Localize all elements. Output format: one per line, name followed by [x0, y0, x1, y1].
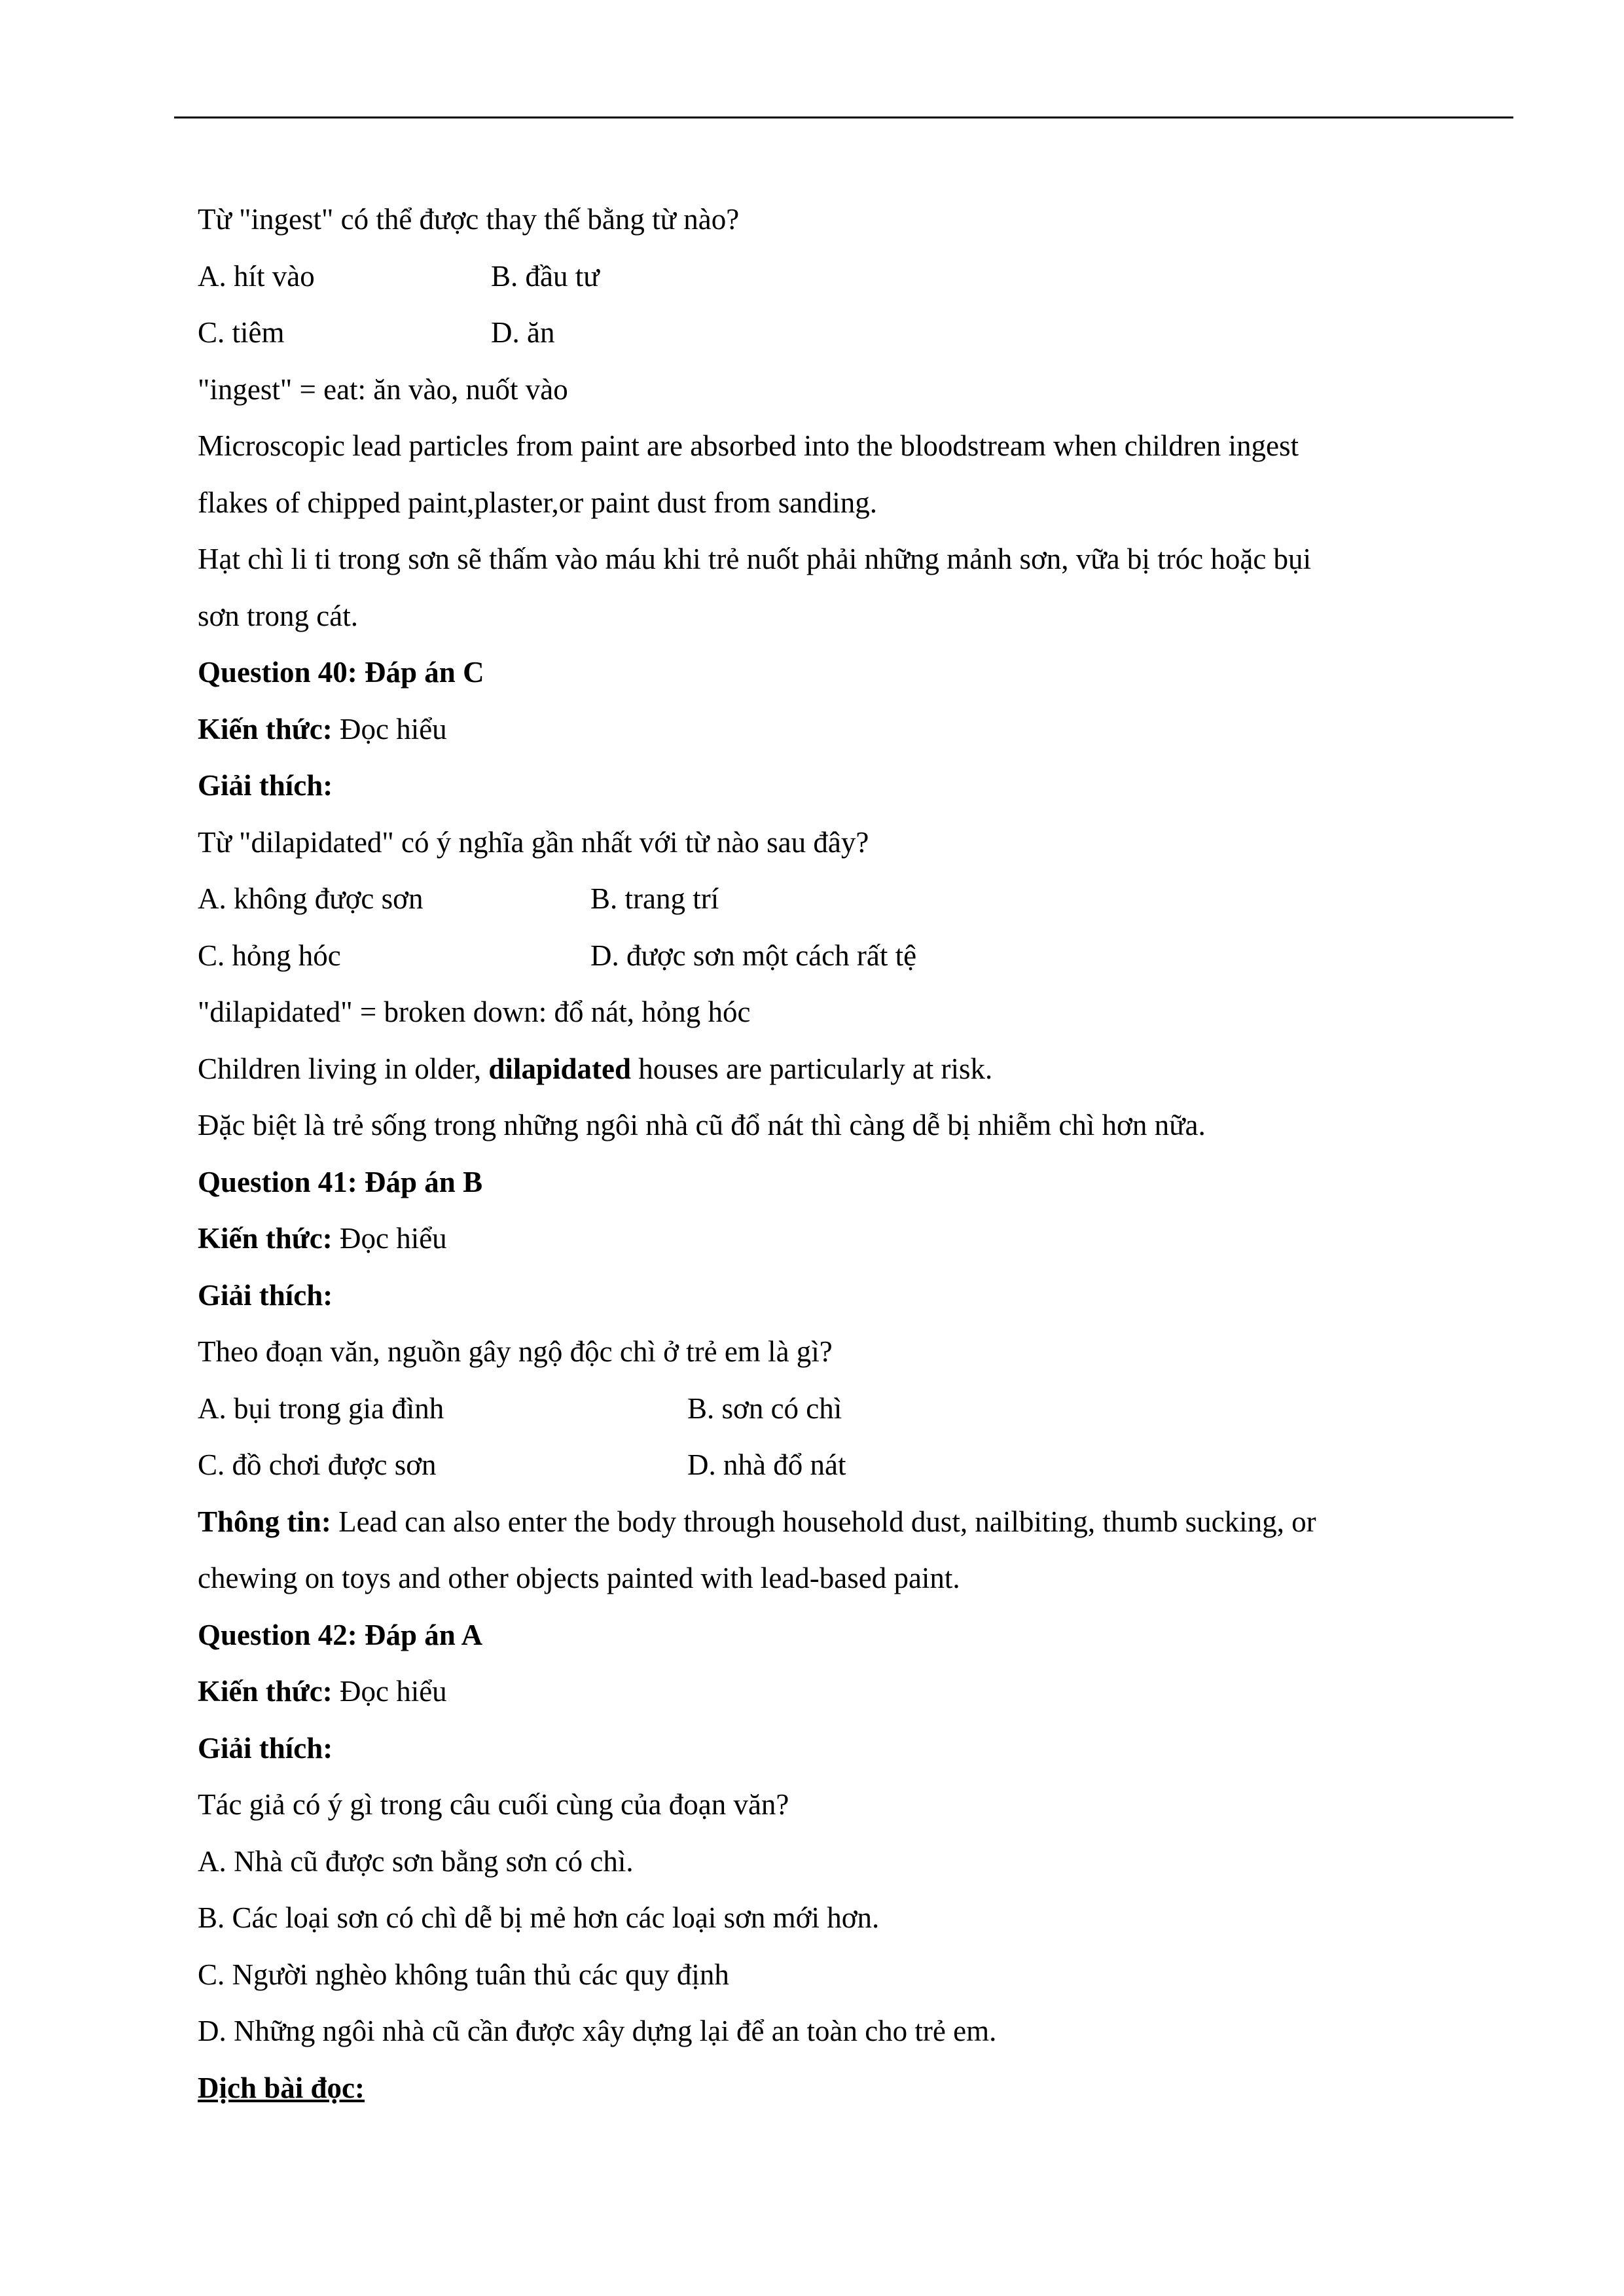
- q40-viet: Đặc biệt là trẻ sống trong những ngôi nhà cũ đổ nát thì càng dễ bị nhiễm chì hơn nữa.: [198, 1109, 1206, 1141]
- q40-heading: Question 40: Đáp án C: [198, 656, 484, 689]
- q39-options-row-2: [198, 304, 1481, 361]
- q41-question: Theo đoạn văn, nguồn gây ngộ độc chì ở trẻ em là gì?: [198, 1335, 833, 1368]
- q39-question: Từ "ingest" có thể được thay thế bằng từ nào?: [198, 203, 740, 236]
- q39-definition: "ingest" = eat: ăn vào, nuốt vào: [198, 372, 568, 406]
- header-rule: [174, 117, 1513, 118]
- q40-options-row-1: [198, 870, 1481, 927]
- q40-english-keyword: dilapidated: [488, 1052, 631, 1085]
- q41-option-a: A. bụi trong gia đình: [198, 1391, 444, 1425]
- q42-option-b: B. Các loại sơn có chì dễ bị mẻ hơn các loại sơn mới hơn.: [198, 1901, 880, 1934]
- q41-options-row-2: [198, 1437, 1481, 1494]
- q42-knowledge-value: Đọc hiểu: [332, 1675, 447, 1708]
- q41-options-row-1: [198, 1380, 1481, 1437]
- q42-heading: Question 42: Đáp án A: [198, 1618, 483, 1651]
- q40-english-post: houses are particularly at risk.: [630, 1052, 993, 1085]
- document-body: [198, 191, 1481, 2116]
- q40-english: [198, 1041, 1481, 1098]
- q41-option-b: B. sơn có chì: [687, 1391, 842, 1425]
- q40-question: Từ "dilapidated" có ý nghĩa gần nhất với từ nào sau đây?: [198, 825, 869, 859]
- q42-knowledge: [198, 1663, 1481, 1720]
- q41-knowledge-label: Kiến thức:: [198, 1222, 333, 1255]
- q42-option-a: A. Nhà cũ được sơn bằng sơn có chì.: [198, 1844, 634, 1878]
- q41-knowledge-value: Đọc hiểu: [332, 1222, 447, 1255]
- q40-option-c: C. hỏng hóc: [198, 939, 341, 972]
- q39-option-d: D. ăn: [491, 316, 555, 349]
- q41-option-d: D. nhà đổ nát: [687, 1448, 846, 1481]
- q41-info-text: Lead can also enter the body through household dust, nailbiting, thumb sucking, or: [331, 1505, 1316, 1538]
- q42-question: Tác giả có ý gì trong câu cuối cùng của đoạn văn?: [198, 1788, 789, 1821]
- q39-option-c: C. tiêm: [198, 316, 285, 349]
- q41-heading: Question 41: Đáp án B: [198, 1165, 483, 1198]
- q40-knowledge-value: Đọc hiểu: [332, 712, 447, 745]
- translation-heading: Dịch bài đọc:: [198, 2071, 365, 2104]
- q42-option-d: D. Những ngôi nhà cũ cần được xây dựng lại để an toàn cho trẻ em.: [198, 2015, 997, 2047]
- q42-explain-label: Giải thích:: [198, 1731, 333, 1765]
- q40-english-pre: Children living in older,: [198, 1052, 489, 1085]
- q41-option-c: C. đồ chơi được sơn: [198, 1448, 437, 1481]
- q40-options-row-2: [198, 927, 1481, 984]
- q41-explain-label: Giải thích:: [198, 1278, 333, 1312]
- q39-options-row-1: [198, 248, 1481, 305]
- q39-viet-line-2: sơn trong cát.: [198, 599, 358, 632]
- q39-viet-line-1: Hạt chì li ti trong sơn sẽ thấm vào máu khi trẻ nuốt phải những mảnh sơn, vữa bị tróc hoặc bụi: [198, 543, 1312, 575]
- q42-option-c: C. Người nghèo không tuân thủ các quy định: [198, 1958, 729, 1991]
- q39-english-line-1: Microscopic lead particles from paint are absorbed into the bloodstream when children ingest: [198, 429, 1299, 462]
- q41-info-line-1: [198, 1494, 1481, 1551]
- q40-option-d: D. được sơn một cách rất tệ: [590, 939, 917, 972]
- q40-knowledge: [198, 701, 1481, 758]
- q41-info-line-2: chewing on toys and other objects painted with lead-based paint.: [198, 1562, 960, 1594]
- q39-option-a: A. hít vào: [198, 259, 315, 293]
- q40-definition: "dilapidated" = broken down: đổ nát, hỏng hóc: [198, 996, 751, 1028]
- q41-knowledge: [198, 1210, 1481, 1267]
- q39-option-b: B. đầu tư: [491, 259, 600, 293]
- q40-explain-label: Giải thích:: [198, 769, 333, 802]
- q39-english-line-2: flakes of chipped paint,plaster,or paint dust from sanding.: [198, 486, 877, 519]
- q40-knowledge-label: Kiến thức:: [198, 712, 333, 745]
- q40-option-a: A. không được sơn: [198, 882, 424, 915]
- q40-option-b: B. trang trí: [590, 882, 719, 915]
- q42-knowledge-label: Kiến thức:: [198, 1675, 333, 1708]
- q41-info-label: Thông tin:: [198, 1505, 331, 1538]
